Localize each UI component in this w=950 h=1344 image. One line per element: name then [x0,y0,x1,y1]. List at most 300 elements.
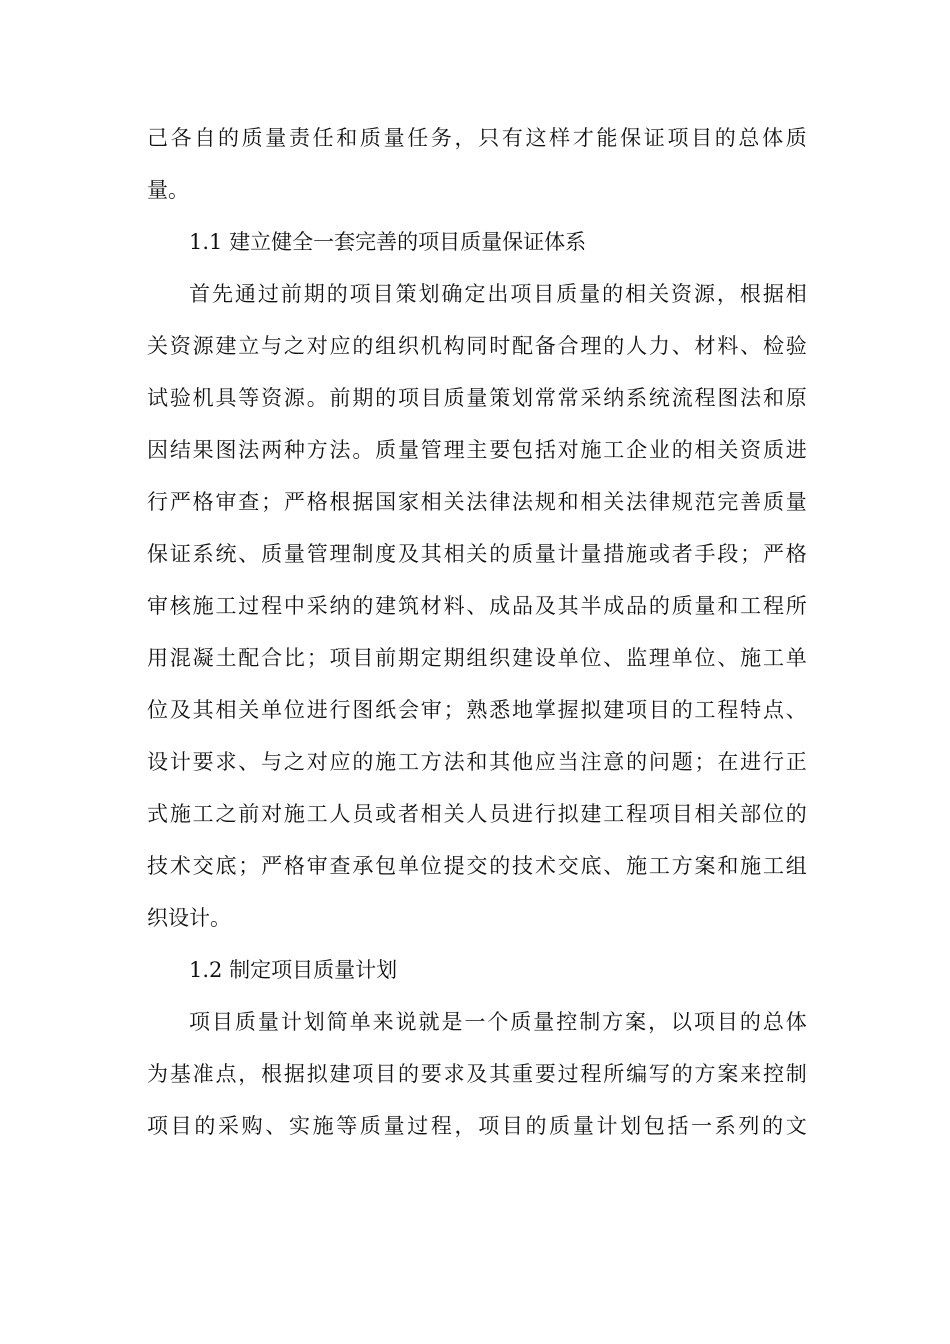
glyph: 重 [512,1062,533,1086]
glyph: 证 [643,126,665,150]
glyph: 量 [579,282,601,306]
glyph: 国 [375,490,397,514]
glyph: 文 [785,1114,807,1138]
glyph: 质 [375,438,397,462]
glyph: 相 [625,282,647,306]
glyph: ； [694,750,716,774]
glyph: 之 [215,802,237,826]
glyph: 计 [557,542,579,566]
glyph: 实 [288,1114,310,1138]
glyph: 之 [283,334,305,358]
glyph: 源 [693,282,715,306]
glyph: 计 [596,1114,618,1138]
glyph: 验 [785,334,807,358]
glyph: ， [454,1114,476,1138]
glyph: 方 [671,854,693,878]
glyph: 构 [443,334,465,358]
glyph: 质 [671,594,693,618]
glyph: 质 [512,542,533,566]
glyph: 常 [534,386,556,410]
glyph: 划 [418,282,440,306]
glyph: ， [716,282,738,306]
glyph: 系 [714,1114,736,1138]
glyph: 行 [147,490,168,514]
glyph: 人 [626,334,648,358]
glyph: 的 [489,542,511,566]
glyph: 前 [329,386,351,410]
glyph: 项 [478,1114,500,1138]
glyph: 工 [694,698,716,722]
glyph: 关 [648,282,670,306]
glyph: 施 [580,438,602,462]
glyph: 来 [372,1010,394,1034]
glyph: 意 [603,750,625,774]
glyph: 程 [580,1062,602,1086]
glyph: 拟 [557,802,579,826]
glyph: 规 [671,490,693,514]
text-line [147,1100,807,1152]
glyph: 行 [329,698,351,722]
glyph: 配 [512,334,533,358]
glyph: 工 [762,646,784,670]
text-line: 织设计。 [147,906,231,930]
glyph: 立 [238,334,260,358]
glyph: 纸 [375,698,397,722]
text-line [147,788,807,840]
glyph: 料 [717,334,739,358]
glyph: 就 [418,1010,440,1034]
glyph: 、 [785,698,807,722]
glyph: 品 [626,594,648,618]
glyph: 目 [352,646,374,670]
glyph: 量 [383,1114,405,1138]
glyph: 的 [352,334,374,358]
glyph: 同 [466,334,488,358]
glyph: 包 [512,438,533,462]
text-line [147,528,807,580]
glyph: 者 [397,802,419,826]
glyph: 相 [694,802,716,826]
glyph: 过 [257,282,279,306]
glyph: 划 [512,386,533,410]
glyph: 设 [147,750,168,774]
glyph: 位 [420,854,442,878]
glyph: 总 [762,1010,784,1034]
glyph: 注 [580,750,602,774]
glyph: 统 [648,386,670,410]
glyph: 位 [694,646,716,670]
glyph: 进 [785,438,807,462]
glyph: 程 [626,802,648,826]
glyph: 法 [466,490,488,514]
glyph: 关 [238,698,260,722]
text-line [147,996,807,1048]
glyph: 的 [785,802,807,826]
glyph: 程 [261,594,283,618]
glyph: 划 [620,1114,642,1138]
glyph: 相 [443,542,465,566]
glyph: 目 [420,386,442,410]
glyph: 采 [580,386,602,410]
glyph: 过 [238,594,260,618]
glyph: 位 [283,698,305,722]
glyph: 管 [420,438,442,462]
glyph: 确 [441,282,463,306]
glyph: 划 [303,1010,325,1034]
glyph: 方 [694,1062,716,1086]
glyph: 制 [579,1010,601,1034]
glyph: 施 [312,1114,334,1138]
glyph: 段 [717,542,739,566]
glyph: 成 [489,594,511,618]
glyph: 施 [192,594,214,618]
glyph: 纳 [603,386,625,410]
glyph: 织 [397,334,419,358]
glyph: 单 [785,646,807,670]
glyph: 、 [466,594,488,618]
glyph: 量 [580,542,602,566]
glyph: 等 [238,386,260,410]
glyph: 能 [596,126,618,150]
glyph: 位 [147,698,168,722]
text-line [147,268,807,320]
glyph: 法 [329,438,351,462]
glyph: 方 [602,1010,624,1034]
text-line: 量。 [147,178,189,202]
glyph: 建 [603,698,625,722]
glyph: 特 [740,698,762,722]
glyph: 和 [762,386,784,410]
glyph: 所 [603,1062,625,1086]
glyph: 质 [234,1010,256,1034]
glyph: 证 [169,542,191,566]
glyph: 关 [717,802,739,826]
glyph: 的 [602,282,624,306]
glyph: 建 [580,802,602,826]
glyph: 正 [785,750,807,774]
glyph: 人 [466,802,488,826]
glyph: 力 [648,334,670,358]
glyph: 源 [283,386,305,410]
glyph: 、 [603,646,625,670]
glyph: 的 [217,126,239,150]
glyph: 点 [762,698,784,722]
glyph: 施 [283,802,305,826]
glyph: 格 [192,490,214,514]
glyph: 配 [238,646,260,670]
glyph: 对 [306,750,328,774]
glyph: 案 [717,1062,739,1086]
glyph: 成 [603,594,625,618]
glyph: 保 [620,126,642,150]
glyph: 项 [693,1010,715,1034]
glyph: 施 [375,750,397,774]
glyph: 理 [329,542,351,566]
glyph: 程 [717,698,739,722]
glyph: 人 [329,802,351,826]
glyph: 当 [557,750,579,774]
glyph: 的 [194,1114,216,1138]
glyph: 查 [329,854,351,878]
glyph: 质 [762,438,784,462]
glyph: 目 [375,1062,397,1086]
glyph: 有 [501,126,523,150]
glyph: 案 [694,854,716,878]
glyph: 相 [694,438,716,462]
glyph: 只 [478,126,500,150]
glyph: 项 [648,802,670,826]
glyph: 目 [716,1010,738,1034]
glyph: 方 [306,438,328,462]
glyph: 理 [648,646,670,670]
glyph: 要 [192,750,214,774]
glyph: 简 [326,1010,348,1034]
glyph: 工 [603,802,625,826]
glyph: 的 [626,750,648,774]
glyph: 完 [717,490,739,514]
glyph: 相 [420,490,442,514]
text-line [147,736,807,788]
glyph: 与 [261,750,283,774]
glyph: 原 [785,386,807,410]
glyph: 试 [147,386,168,410]
glyph: 其 [420,542,442,566]
glyph: 质 [549,1114,571,1138]
glyph: 严 [283,490,305,514]
glyph: 案 [625,1010,647,1034]
glyph: 自 [194,126,216,150]
glyph: 半 [580,594,602,618]
glyph: 严 [762,542,784,566]
text-line [147,112,807,164]
glyph: 的 [375,386,397,410]
glyph: 关 [603,490,625,514]
glyph: 的 [397,1062,419,1086]
glyph: 前 [280,282,302,306]
glyph: 家 [397,490,419,514]
glyph: 点 [215,1062,237,1086]
glyph: 法 [443,750,465,774]
glyph: 策 [489,386,511,410]
glyph: 工 [192,802,214,826]
glyph: 行 [762,750,784,774]
glyph: 单 [557,646,579,670]
glyph: 工 [648,854,670,878]
glyph: 的 [714,126,736,150]
glyph: 工 [215,594,237,618]
glyph: 前 [238,802,260,826]
glyph: 项 [329,646,351,670]
glyph: 关 [443,802,465,826]
glyph: 和 [717,594,739,618]
glyph: 织 [489,646,511,670]
glyph: 根 [739,282,761,306]
glyph: 写 [648,1062,670,1086]
glyph: 建 [375,594,397,618]
glyph: 机 [192,386,214,410]
glyph: 质 [785,126,807,150]
glyph: 期 [303,282,325,306]
glyph: 计 [169,750,191,774]
glyph: 质 [556,282,578,306]
glyph: 为 [147,1062,168,1086]
glyph: 土 [215,646,237,670]
glyph: 根 [329,490,351,514]
glyph: 员 [489,802,511,826]
glyph: 包 [643,1114,665,1138]
glyph: 、 [238,750,260,774]
glyph: 量 [694,594,716,618]
glyph: 的 [762,1114,784,1138]
glyph: 的 [739,1010,761,1034]
glyph: 技 [147,854,168,878]
glyph: 的 [648,594,670,618]
glyph: 等 [336,1114,358,1138]
glyph: 主 [466,438,488,462]
glyph: 务 [430,126,452,150]
glyph: 程 [762,594,784,618]
glyph: 混 [169,646,191,670]
glyph: 是 [441,1010,463,1034]
glyph: 与 [261,334,283,358]
glyph: 项 [626,698,648,722]
glyph: 其 [557,594,579,618]
glyph: ； [238,854,260,878]
glyph: 目 [170,1114,192,1138]
glyph: 关 [466,542,488,566]
glyph: 的 [352,594,374,618]
glyph: 量 [283,542,305,566]
glyph: 源 [192,334,214,358]
glyph: 组 [466,646,488,670]
glyph: 项 [189,1010,210,1034]
glyph: 资 [169,334,191,358]
glyph: 、 [603,854,625,878]
glyph: 材 [420,594,442,618]
glyph: 组 [375,334,397,358]
glyph: 质 [359,1114,381,1138]
glyph: 量 [533,1010,555,1034]
glyph: 审 [420,698,442,722]
glyph: 其 [489,1062,511,1086]
glyph: 查 [238,490,260,514]
glyph: 编 [626,1062,648,1086]
glyph: ； [443,698,465,722]
glyph: 量 [534,542,556,566]
glyph: 过 [407,1114,429,1138]
glyph: 工 [397,750,419,774]
glyph: 承 [352,854,374,878]
glyph: 求 [443,1062,465,1086]
glyph: 提 [443,854,465,878]
glyph: 控 [556,1010,578,1034]
glyph: 对 [261,802,283,826]
glyph: 果 [192,438,214,462]
glyph: 和 [557,490,579,514]
glyph: 理 [580,334,602,358]
glyph: 检 [762,334,784,358]
glyph: 目 [372,282,394,306]
glyph: 先 [211,282,233,306]
glyph: 期 [352,386,374,410]
glyph: 材 [694,334,716,358]
glyph: 握 [557,698,579,722]
glyph: 定 [464,282,486,306]
glyph: 项 [667,126,689,150]
glyph: 程 [430,1114,452,1138]
glyph: 的 [489,854,511,878]
glyph: 行 [534,802,556,826]
glyph: 任 [407,126,429,150]
glyph: 关 [147,334,168,358]
glyph: 交 [557,854,579,878]
glyph: 目 [691,126,713,150]
glyph: 对 [306,334,328,358]
glyph: 出 [487,282,509,306]
glyph: 相 [580,490,602,514]
glyph: 量 [383,126,405,150]
glyph: 应 [329,334,351,358]
glyph: 目 [501,1114,523,1138]
glyph: 系 [626,386,648,410]
glyph: 样 [549,126,571,150]
glyph: 据 [352,490,374,514]
glyph: 审 [306,854,328,878]
glyph: 质 [261,542,283,566]
glyph: 严 [261,854,283,878]
glyph: ； [261,490,283,514]
glyph: 策 [395,282,417,306]
glyph: 来 [740,1062,762,1086]
glyph: 理 [443,438,465,462]
glyph: ； [306,646,328,670]
glyph: 通 [234,282,256,306]
glyph: 规 [534,490,556,514]
glyph: 在 [717,750,739,774]
text-line [147,632,807,684]
glyph: 制 [352,542,374,566]
glyph: 说 [395,1010,417,1034]
glyph: 方 [420,750,442,774]
glyph: 地 [512,698,533,722]
glyph: 施 [740,646,762,670]
glyph: 施 [740,854,762,878]
glyph: 单 [261,698,283,722]
glyph: 结 [169,438,191,462]
glyph: 程 [694,386,716,410]
glyph: 法 [512,490,533,514]
glyph: 审 [215,490,237,514]
glyph: ， [648,1010,670,1034]
glyph: 的 [326,282,348,306]
glyph: 首 [189,282,210,306]
glyph: 度 [375,542,397,566]
glyph: 包 [375,854,397,878]
glyph: 、 [265,1114,287,1138]
glyph: 关 [443,490,465,514]
glyph: 部 [740,802,762,826]
glyph: 他 [512,750,533,774]
glyph: 悉 [489,698,511,722]
glyph: 者 [671,542,693,566]
glyph: 、 [740,334,762,358]
glyph: 法 [626,490,648,514]
glyph: 目 [533,282,555,306]
glyph: 相 [215,698,237,722]
glyph: 管 [306,542,328,566]
glyph: 采 [306,594,328,618]
glyph: 任 [312,126,334,150]
